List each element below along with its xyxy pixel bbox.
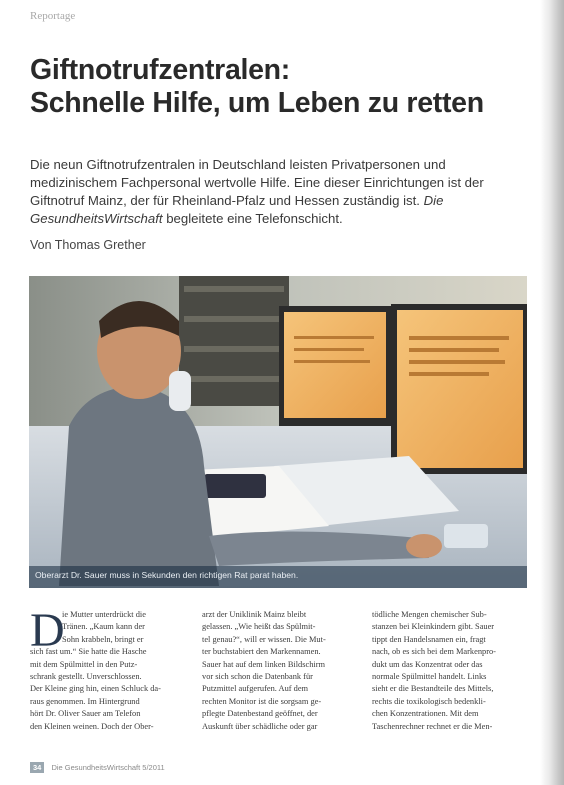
book-spine-shadow (540, 0, 564, 785)
column-line: ter buchstabiert den Markennamen. (202, 647, 321, 657)
column-line: arzt der Uniklinik Mainz bleibt (202, 610, 307, 619)
column-line: Tränen. „Kaum kann der (62, 622, 145, 632)
column-line: den Kleinen weinen. Doch der Ober- (30, 721, 154, 731)
column-line: Sauer hat auf dem linken Bildschirm (202, 659, 326, 669)
column-line: ie Mutter unterdrückt die (62, 610, 146, 619)
column-line: Taschenrechner rechnet er die Men- (372, 721, 493, 731)
column-line: sieht er die Bestandteile des Mittels, (372, 684, 494, 694)
column-line: tippt den Handelsnamen ein, fragt (372, 634, 486, 644)
column-line: rechten Monitor ist die sorgsam ge- (202, 696, 322, 706)
column-line: Auskunft über schädliche oder gar (202, 721, 318, 731)
headline (30, 54, 530, 120)
article-column-3 (372, 609, 528, 733)
column-line: Sohn krabbeln, bringt er (62, 634, 144, 644)
column-line: rechts die toxikologisch bedenkli- (372, 696, 486, 706)
column-line: normale Spülmittel handelt. Links (372, 672, 487, 682)
column-line: nach, ob es sich bei dem Markenpro- (372, 647, 496, 657)
dropcap: D (30, 604, 65, 657)
column-line: mit dem Spülmittel in den Putz- (30, 659, 138, 669)
column-line: dukt um das Konzentrat oder das (372, 659, 483, 669)
publication-name: Die GesundheitsWirtschaft (30, 193, 444, 226)
article-photo (29, 276, 527, 588)
column-line: vor sich schon die Datenbank für (202, 672, 313, 682)
lead-text-end: begleitete eine Telefonschicht. (166, 211, 343, 226)
page-footer (30, 762, 165, 773)
lead-paragraph (30, 156, 530, 228)
article-column-1 (30, 604, 186, 733)
article-column-2 (202, 609, 358, 733)
column-line: tödliche Mengen chemischer Sub- (372, 610, 487, 619)
photo-illustration (29, 276, 527, 588)
column-line: Putzmittel aufgerufen. Auf dem (202, 684, 309, 694)
column-line: gelassen. „Wie heißt das Spülmit- (202, 622, 316, 632)
column-line: pflegte Datenbestand geöffnet, der (202, 709, 318, 719)
footer-text: Die GesundheitsWirtschaft 5/2011 (51, 763, 165, 772)
column-line: tel genau?“, will er wissen. Die Mut- (202, 634, 326, 644)
column-line: raus genommen. Im Hintergrund (30, 696, 140, 706)
photo-caption: Oberarzt Dr. Sauer muss in Sekunden den richtigen Rat parat haben. (35, 570, 299, 580)
headline-line-2: Schnelle Hilfe, um Leben zu retten (30, 87, 484, 119)
column-line: Der Kleine ging hin, einen Schluck da- (30, 684, 161, 694)
lead-text: Die neun Giftnotrufzentralen in Deutschland leisten Privatpersonen und medizinischem Fachpersonal wertvolle Hilfe. Eine dieser Einrichtungen ist der Giftnotruf Mainz, der für Rheinland-Pfalz und Hessen zuständig ist. (30, 157, 484, 208)
page-number: 34 (30, 762, 44, 773)
column-line: hört Dr. Oliver Sauer am Telefon (30, 709, 141, 719)
column-line: chen Konzentrationen. Mit dem (372, 709, 479, 719)
column-line: stanzen bei Kleinkindern gibt. Sauer (372, 622, 495, 632)
section-label: Reportage (30, 10, 76, 22)
column-line: schrank gestellt. Unverschlossen. (30, 672, 142, 682)
column-line: sich fast um.“ Sie hatte die Hasche (30, 647, 147, 657)
headline-line-1: Giftnotrufzentralen: (30, 54, 290, 86)
byline: Von Thomas Grether (30, 238, 146, 252)
